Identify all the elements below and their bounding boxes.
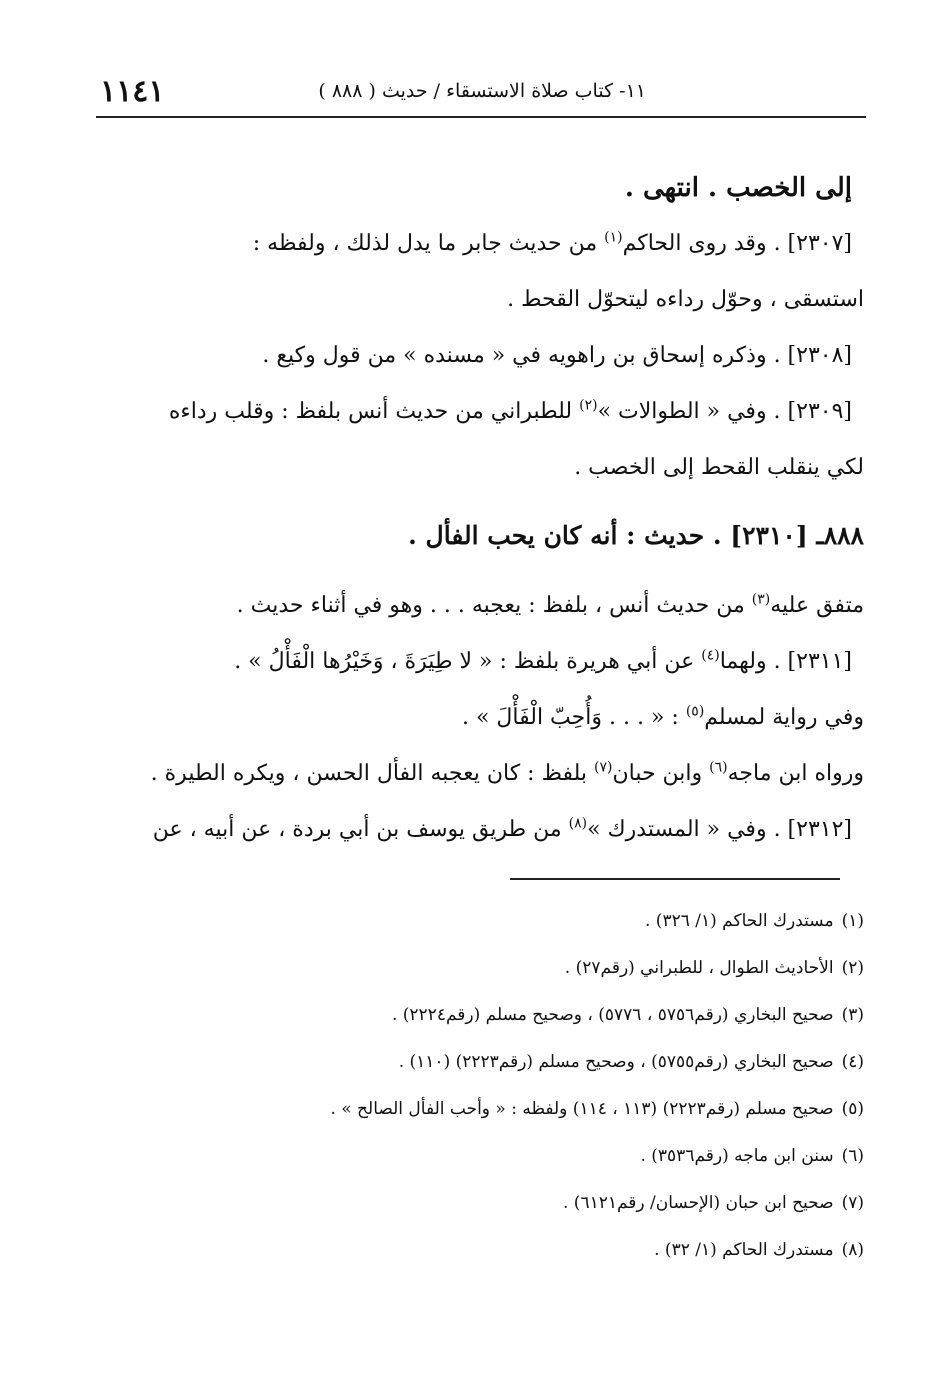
text-line: استسقى ، وحوّل رداءه ليتحوّل القحط . [507, 287, 864, 312]
text-fragment: من حديث أنس ، بلفظ : يعجبه . . . وهو في أثناء حديث . [236, 593, 752, 618]
footnote-ref: (٧) [593, 759, 613, 776]
footnote-ref: (٣) [751, 591, 771, 608]
footnote-number: (٨) [841, 1240, 864, 1260]
running-head: ١١- كتاب صلاة الاستسقاء / حديث ( ٨٨٨ ) [318, 80, 646, 102]
footnote-number: (٥) [841, 1099, 864, 1119]
text-fragment: [٢٣٠٩] . وفي « الطوالات » [597, 399, 852, 424]
text-fragment: [٢٣١٢] . وفي « المستدرك » [587, 817, 852, 842]
footnote-ref: (٦) [709, 759, 728, 776]
text-fragment: [٢٣١١] . ولهما [719, 649, 852, 674]
paragraph-2307 [94, 216, 864, 272]
text-fragment: وابن حبان [612, 761, 710, 786]
footnote-divider [510, 878, 840, 880]
hadith-title: ٨٨٨ـ [٢٣١٠] . حديث : أنه كان يحب الفأل . [408, 521, 864, 550]
footnote-text: صحيح مسلم (رقم٢٢٢٣) (١١٣ ، ١١٤) ولفظه : « وأحب الفأل الصالح » . [330, 1099, 834, 1119]
paragraph-2311 [94, 634, 864, 690]
text-fragment: : « . . . وَأُحِبّ الْفَأْلَ » . [461, 705, 686, 730]
footnote-text: صحيح البخاري (رقم٥٧٥٦ ، ٥٧٧٦) ، وصحيح مسلم (رقم٢٢٢٤) . [391, 1005, 834, 1025]
footnote-text: صحيح ابن حبان (الإحسان/ رقم٦١٢١) . [563, 1193, 834, 1213]
footnote-text: الأحاديث الطوال ، للطبراني (رقم٢٧) . [564, 958, 834, 978]
text-fragment: [٢٣٠٧] . وقد روى الحاكم [622, 231, 852, 256]
footnote-ref: (٨) [568, 815, 588, 832]
footnote-number: (٣) [841, 1005, 864, 1025]
text-fragment: للطبراني من حديث أنس بلفظ : وقلب رداءه [168, 399, 580, 424]
main-text [94, 160, 864, 858]
footnote-item [94, 1180, 864, 1227]
text-fragment: متفق عليه [770, 593, 864, 618]
footnote-ref: (٢) [579, 397, 598, 414]
text-fragment: بلفظ : كان يعجبه الفأل الحسن ، ويكره الطيرة . [150, 761, 594, 786]
text-fragment: ورواه ابن ماجه [727, 761, 864, 786]
text-fragment: من طريق يوسف بن أبي بردة ، عن أبيه ، عن [152, 817, 569, 842]
text-line: إلى الخصب . انتهى . [624, 173, 852, 203]
paragraph-2312 [94, 802, 864, 858]
footnote-item [94, 898, 864, 945]
text-line [94, 578, 864, 634]
footnote-number: (٢) [841, 958, 864, 978]
footnote-text: صحيح البخاري (رقم٥٧٥٥) ، وصحيح مسلم (رقم٢٢٢٣) (١١٠) . [398, 1052, 834, 1072]
text-fragment: من حديث جابر ما يدل لذلك ، ولفظه : [252, 231, 605, 256]
footnote-text: سنن ابن ماجه (رقم٣٥٣٦) . [640, 1146, 834, 1166]
text-fragment: عن أبي هريرة بلفظ : « لا طِيَرَةَ ، وَخَيْرُها الْفَأْلُ » . [234, 649, 702, 674]
footnote-item [94, 992, 864, 1039]
footnote-item [94, 1039, 864, 1086]
footnote-ref: (٥) [685, 703, 705, 720]
footnote-item [94, 1086, 864, 1133]
page-number: ١١٤١ [100, 74, 165, 109]
footnotes [94, 898, 864, 1274]
footnote-number: (١) [841, 911, 864, 931]
text-fragment: وفي رواية لمسلم [704, 705, 864, 730]
footnote-number: (٧) [841, 1193, 864, 1213]
text-line [94, 690, 864, 746]
footnote-item [94, 1133, 864, 1180]
text-line: لكي ينقلب القحط إلى الخصب . [574, 455, 864, 480]
footnote-text: مستدرك الحاكم (١/ ٣٢) . [654, 1240, 834, 1260]
footnote-number: (٤) [841, 1052, 864, 1072]
paragraph-2308: [٢٣٠٨] . وذكره إسحاق بن راهويه في « مسنده » من قول وكيع . [262, 343, 852, 368]
text-line [94, 746, 864, 802]
footnote-ref: (١) [604, 229, 623, 246]
footnote-item [94, 945, 864, 992]
paragraph-2309 [94, 384, 864, 440]
footnote-item [94, 1227, 864, 1274]
page-header [96, 72, 866, 118]
footnote-number: (٦) [841, 1146, 864, 1166]
footnote-ref: (٤) [701, 647, 720, 664]
footnote-text: مستدرك الحاكم (١/ ٣٢٦) . [644, 911, 834, 931]
